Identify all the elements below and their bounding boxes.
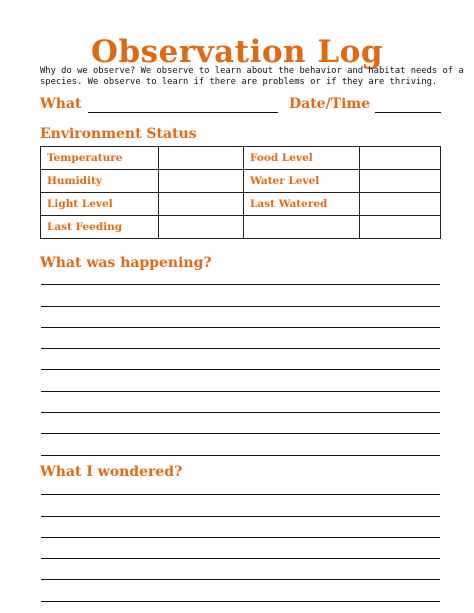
environment-table <box>40 146 441 239</box>
writing-line[interactable] <box>41 285 440 306</box>
food-level-value-cell[interactable] <box>360 147 441 170</box>
environment-heading: Environment Status <box>40 126 197 142</box>
page-title: Observation Log <box>90 34 384 70</box>
writing-line[interactable] <box>41 495 440 516</box>
light-level-label: Light Level <box>41 193 159 216</box>
what-label: What <box>40 96 82 112</box>
last-feeding-value-cell[interactable] <box>159 216 244 239</box>
datetime-label: Date/Time <box>289 96 371 112</box>
table-row <box>41 147 441 170</box>
humidity-label: Humidity <box>41 170 159 193</box>
writing-line[interactable] <box>41 307 440 328</box>
light-level-value-cell[interactable] <box>159 193 244 216</box>
writing-line[interactable] <box>41 349 440 370</box>
wondered-writing-lines[interactable] <box>41 474 440 602</box>
water-level-label: Water Level <box>244 170 360 193</box>
writing-line[interactable] <box>41 580 440 601</box>
writing-line[interactable] <box>41 264 440 285</box>
writing-line[interactable] <box>41 538 440 559</box>
intro-text <box>40 66 464 88</box>
water-level-value-cell[interactable] <box>360 170 441 193</box>
writing-line[interactable] <box>41 328 440 349</box>
intro-line-1: Why do we observe? We observe to learn about the behavior and habitat needs of a <box>40 66 464 76</box>
writing-line[interactable] <box>41 370 440 391</box>
what-input-line[interactable] <box>88 112 278 113</box>
happening-writing-lines[interactable] <box>41 264 440 456</box>
last-watered-value-cell[interactable] <box>360 193 441 216</box>
writing-line[interactable] <box>41 517 440 538</box>
table-row <box>41 170 441 193</box>
last-watered-label: Last Watered <box>244 193 360 216</box>
last-feeding-label: Last Feeding <box>41 216 159 239</box>
empty-label-cell <box>244 216 360 239</box>
table-row <box>41 193 441 216</box>
datetime-input-line[interactable] <box>375 112 441 113</box>
writing-line[interactable] <box>41 474 440 495</box>
writing-line[interactable] <box>41 413 440 434</box>
writing-line[interactable] <box>41 434 440 455</box>
writing-line[interactable] <box>41 392 440 413</box>
intro-line-2: species. We observe to learn if there are problems or if they are thriving. <box>40 77 438 87</box>
temperature-label: Temperature <box>41 147 159 170</box>
wondered-heading: What I wondered? <box>40 464 183 480</box>
food-level-label: Food Level <box>244 147 360 170</box>
happening-heading: What was happening? <box>40 255 212 271</box>
table-row <box>41 216 441 239</box>
humidity-value-cell[interactable] <box>159 170 244 193</box>
empty-value-cell[interactable] <box>360 216 441 239</box>
writing-line[interactable] <box>41 559 440 580</box>
temperature-value-cell[interactable] <box>159 147 244 170</box>
